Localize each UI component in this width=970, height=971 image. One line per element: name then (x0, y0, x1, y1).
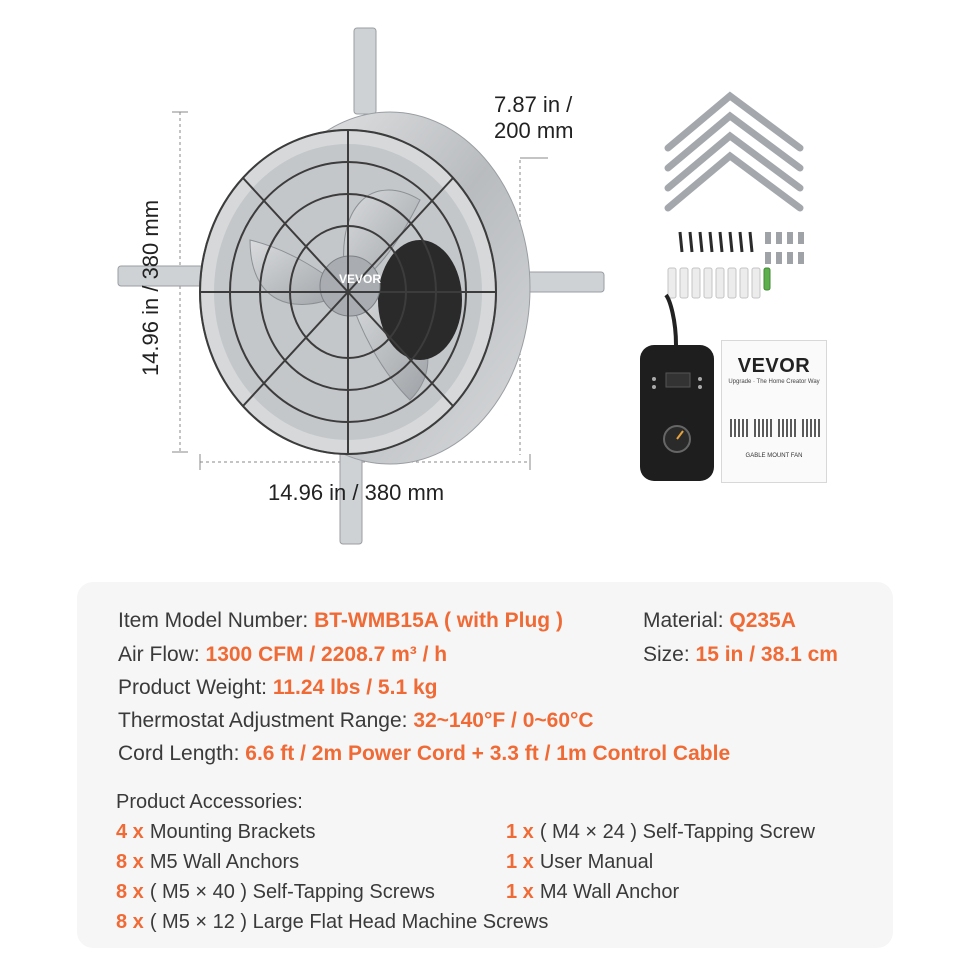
manual-brand: VEVOR (737, 355, 811, 377)
accessory-item: 4 x Mounting Brackets (116, 821, 316, 843)
depth-line-1: 7.87 in / (494, 92, 573, 117)
qr-code-icon (730, 419, 748, 437)
accessory-item: 8 x ( M5 × 40 ) Self-Tapping Screws (116, 881, 435, 903)
wall-anchors (668, 268, 770, 298)
accessory-item: 8 x ( M5 × 12 ) Large Flat Head Machine Screws (116, 911, 549, 933)
qr-code-icon (778, 419, 796, 437)
fan-brand-logo: VEVOR (339, 272, 382, 286)
loose-brackets (668, 96, 800, 208)
width-dimension-label: 14.96 in / 380 mm (268, 480, 445, 505)
thermostat-controller (640, 345, 714, 481)
spec-panel (77, 582, 893, 948)
spec-thermostat: Thermostat Adjustment Range: 32~140°F / 0~60°C (118, 709, 594, 732)
spec-model: Item Model Number: BT-WMB15A ( with Plug ) (118, 609, 563, 632)
qr-code-icon (802, 419, 820, 437)
height-dimension-label: 14.96 in / 380 mm (138, 199, 163, 377)
user-manual (721, 340, 827, 483)
manual-title: GABLE MOUNT FAN (745, 453, 803, 459)
spec-cord-length: Cord Length: 6.6 ft / 2m Power Cord + 3.3 ft / 1m Control Cable (118, 742, 731, 765)
accessory-item: 8 x M5 Wall Anchors (116, 851, 300, 873)
fan-grille (200, 130, 496, 454)
depth-dimension-label (494, 92, 573, 144)
spec-material: Material: Q235A (643, 609, 796, 632)
accessory-item: 1 x ( M4 × 24 ) Self-Tapping Screw (506, 821, 815, 843)
accessory-item: 1 x M4 Wall Anchor (506, 881, 680, 903)
controller-face (640, 345, 714, 481)
manual-tagline: Upgrade · The Home Creator Way (728, 379, 820, 385)
depth-line-2: 200 mm (494, 118, 574, 143)
accessory-item: 1 x User Manual (506, 851, 654, 873)
machine-screws (765, 232, 804, 264)
screws (680, 232, 752, 252)
accessories-heading: Product Accessories: (116, 791, 303, 813)
qr-code-icon (754, 419, 772, 437)
spec-airflow: Air Flow: 1300 CFM / 2208.7 m³ / h (118, 643, 448, 666)
spec-weight: Product Weight: 11.24 lbs / 5.1 kg (118, 676, 438, 699)
spec-size: Size: 15 in / 38.1 cm (643, 643, 838, 666)
